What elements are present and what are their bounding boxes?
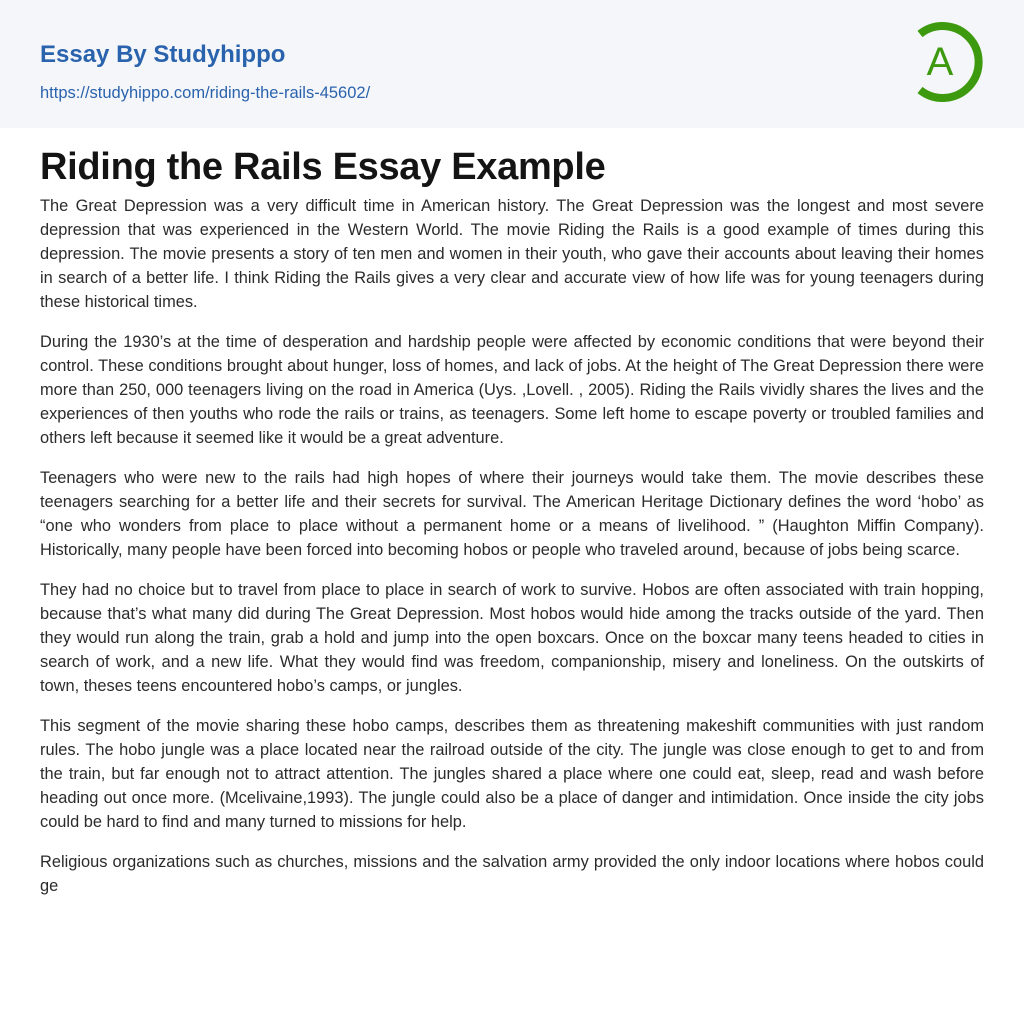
site-header [0,0,1024,128]
paragraph: During the 1930’s at the time of desperation and hardship people were affected by economic conditions that were beyond their control. These conditions brought about hunger, loss of homes, and lack of jobs. At the height of The Great Depression there were more than 250, 000 teenagers living on the road in America (Uys. ,Lovell. , 2005). Riding the Rails vividly shares the lives and the experiences of then youths who rode the rails or trains, as teenagers. Some left home to escape poverty or troubled families and others left because it seemed like it would be a great adventure. [40,333,984,447]
essay-url-link[interactable]: https://studyhippo.com/riding-the-rails-45602/ [40,84,371,102]
paragraph: This segment of the movie sharing these hobo camps, describes them as threatening makeshift communities with just random rules. The hobo jungle was a place located near the railroad outside of the city. The jungle was close enough to get to and from the train, but far enough not to attract attention. The jungles shared a place where one could eat, sleep, read and wash before heading out once more. (Mcelivaine,1993). The jungle could also be a place of danger and intimidation. Once inside the city jobs could be hard to find and many turned to missions for help. [40,717,984,831]
logo-letter: A [926,40,954,84]
page-title: Riding the Rails Essay Example [40,146,606,188]
studyhippo-logo-icon[interactable] [910,18,988,106]
essay-body [40,194,984,914]
paragraph: Religious organizations such as churches, missions and the salvation army provided the only indoor locations where hobos could ge [40,853,984,895]
paragraph: They had no choice but to travel from place to place in search of work to survive. Hobos are often associated with train hopping, because that’s what many did during The Great Depression. Most hobos would hide among the tracks outside of the yard. Then they would run along the train, grab a hold and jump into the open boxcars. Once on the boxcar many teens headed to cities in search of work, and a new life. What they would find was freedom, companionship, misery and loneliness. On the outskirts of town, theses teens encountered hobo’s camps, or jungles. [40,581,984,695]
brand-title: Essay By Studyhippo [40,41,286,68]
paragraph: Teenagers who were new to the rails had high hopes of where their journeys would take them. The movie describes these teenagers searching for a better life and their secrets for survival. The American Heritage Dictionary defines the word ‘hobo’ as “one who wonders from place to place without a permanent home or a means of livelihood. ” (Haughton Miffin Company). Historically, many people have been forced into becoming hobos or people who traveled around, because of jobs being scarce. [40,469,984,559]
paragraph: The Great Depression was a very difficult time in American history. The Great Depression was the longest and most severe depression that was experienced in the Western World. The movie Riding the Rails is a good example of times during this depression. The movie presents a story of ten men and women in their youth, who gave their accounts about leaving their homes in search of a better life. I think Riding the Rails gives a very clear and accurate view of how life was for young teenagers during these historical times. [40,197,984,311]
